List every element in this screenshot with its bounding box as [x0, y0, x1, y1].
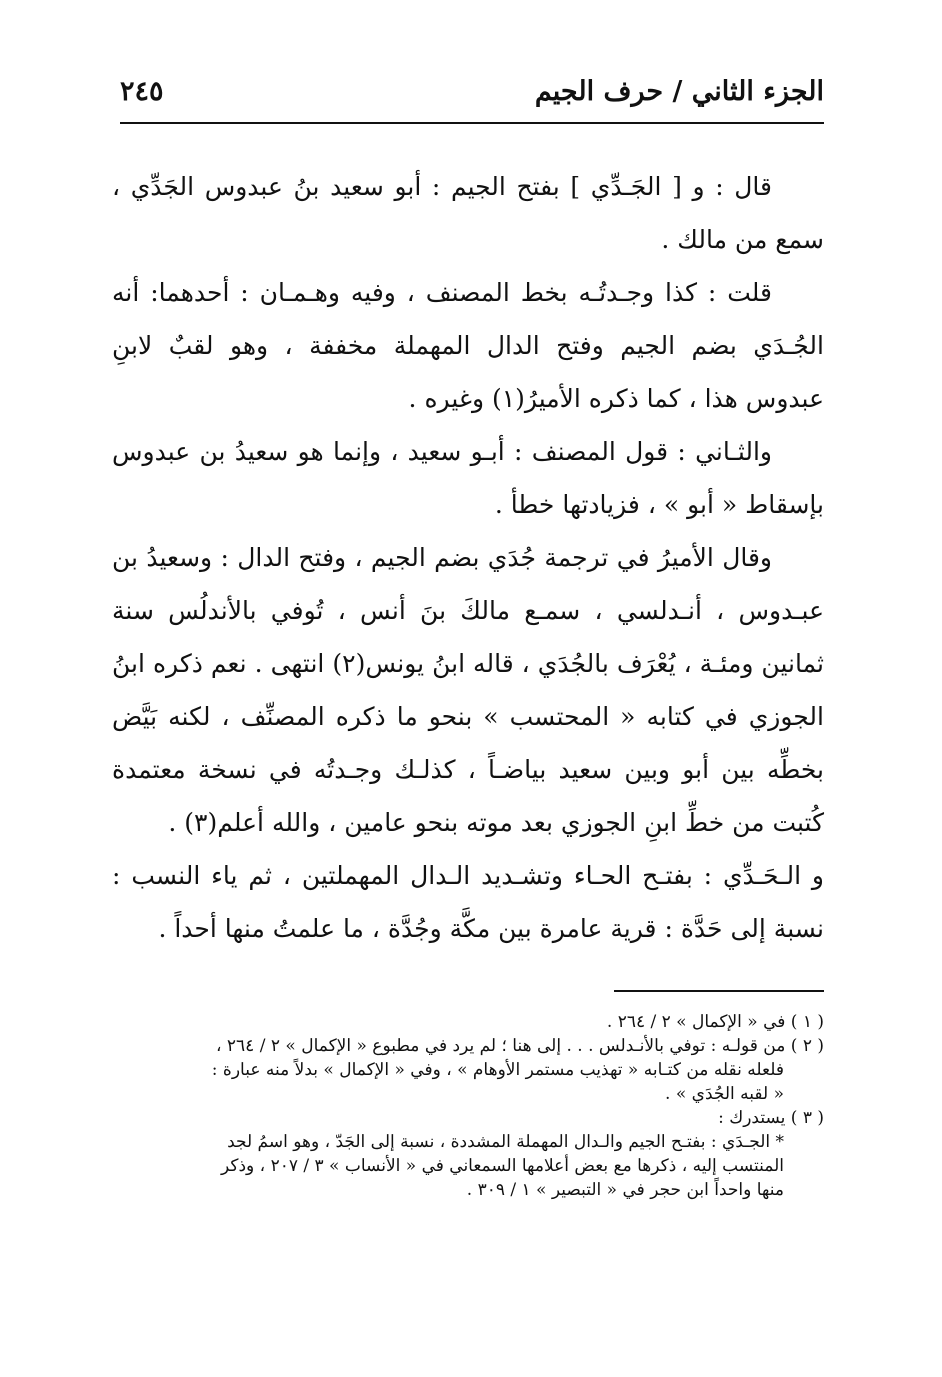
page-number: ٢٤٥: [120, 76, 164, 107]
paragraph-1: قال : و [ الجَـدِّي ] بفتح الجيم : أبو سعيد بنُ عبدوس الجَدِّي ، سمع من مالك .: [112, 172, 824, 254]
footnote-2: ( ٢ ) من قولـه : توفي بالأنـدلس . . . إلى هنا ؛ لم يرد في مطبوع « الإكمال » ٢ / ٢٦٤ ،: [216, 1036, 824, 1056]
page-header: [120, 70, 824, 118]
footnote-2-continuation: فلعله نقله من كتـابه « تهذيب مستمر الأوهام » ، وفي « الإكمال » بدلاً منه عبارة :: [211, 1060, 784, 1080]
footnote-3-entry: المنتسب إليه ، ذكرها مع بعض أعلامها السمعاني في « الأنساب » ٣ / ٢٠٧ ، وذكر: [221, 1156, 784, 1176]
footnotes: [112, 1010, 824, 1202]
footnote-2-continuation: « لقبه الجُدَي » .: [665, 1084, 784, 1104]
paragraph-2: قلت : كذا وجـدتُـه بخط المصنف ، وفيه وهـمـان : أحدهما: أنه الجُـدَي بضم الجيم وفتح الدال المهملة مخففة ، وهو لقبٌ لابنِ عبدوس هذا ، كما ذكره الأميرُ(١) وغيره .: [112, 278, 824, 413]
header-rule: [120, 122, 824, 124]
footnote-3: ( ٣ ) يستدرك :: [718, 1108, 824, 1128]
footnote-3-entry: منها واحداً ابن حجر في « التبصير » ١ / ٣٠٩ .: [466, 1180, 784, 1200]
paragraph-5: و الـحَـدِّي : بفتـح الحـاء وتشـديد الـدال المهملتين ، ثم ياء النسب : نسبة إلى حَدَّة : قرية عامرة بين مكَّة وجُدَّة ، ما علمتُ منها أحداً .: [112, 861, 824, 943]
paragraph-4: وقال الأميرُ في ترجمة جُدَي بضم الجيم ، وفتح الدال : وسعيدُ بن عبـدوس ، أنـدلسي ، سمـع مالكَ بنَ أنس ، تُوفي بالأندلُس سنة ثمانين ومئـة ، يُعْرَف بالجُدَي ، قاله ابنُ يونس(٢) انتهى . نعم ذكره ابنُ الجوزي في كتابه « المحتسب » بنحو ما ذكره المصنِّف ، لكنه بَيَّض بخطِّه بين أبو وبين سعيد بياضـاً ، كذلـك وجـدتُه في نسخة معتمدة كُتبت من خطِّ ابنِ الجوزي بعد موته بنحو عامين ، والله أعلم(٣) .: [112, 543, 824, 837]
paragraph-3: والثـاني : قول المصنف : أبـو سعيد ، وإنما هو سعيدُ بن عبدوس بإسقاط « أبو » ، فزيادتها خطأ .: [112, 437, 824, 519]
footnote-3-entry: * الجـدَي : بفتـح الجيم والـدال المهملة المشددة ، نسبة إلى الجَدّ ، وهو اسمُ لجد: [227, 1132, 784, 1152]
footnote-separator: [614, 990, 824, 992]
running-title: الجزء الثاني / حرف الجيم: [534, 76, 824, 107]
main-text: [112, 160, 824, 955]
footnote-1: ( ١ ) في « الإكمال » ٢ / ٢٦٤ .: [606, 1012, 824, 1032]
